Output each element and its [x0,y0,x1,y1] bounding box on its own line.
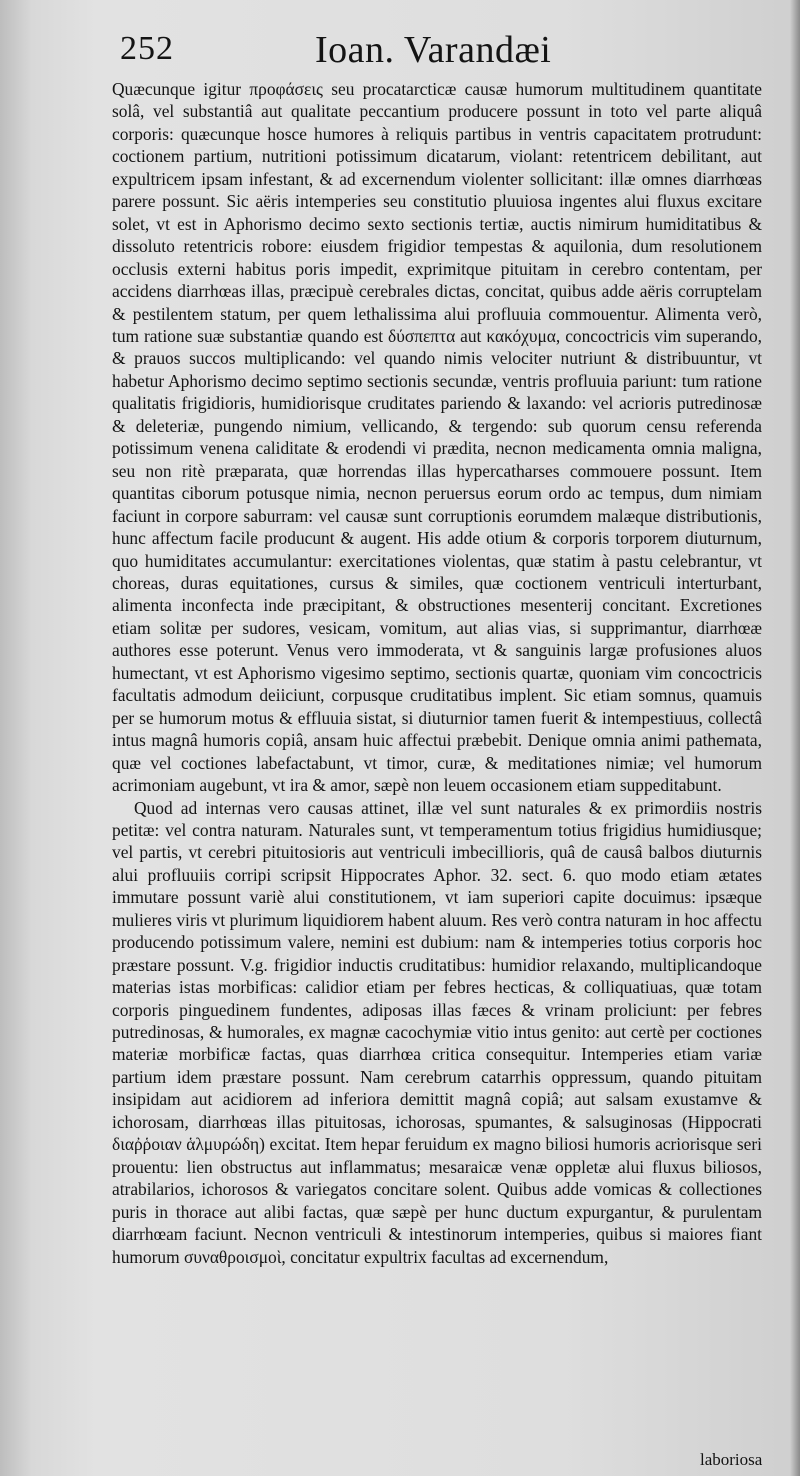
main-text [112,78,762,1268]
page-header [120,28,760,78]
running-head: Ioan. Varandæi [315,29,552,71]
catchword: laboriosa [700,1450,763,1469]
paragraph-1: Quæcunque igitur προφάσεις seu procatarcticæ causæ humorum multitudinem quantitate solâ, vel substantiâ aut qualitate peccantium producere possunt in toto vel parte aliquâ corporis: quæcunque hosce humores à reliquis partibus in ventris capacitatem protrudunt: coctionem partium, nutritioni potissimum dicatarum, violant: retentricem debilitant, aut expultricem ipsam infestant, & ad excernendum violenter sollicitant: illæ omnes diarrhœas parere possunt. Sic aëris intemperies seu constitutio pluuiosa ingentes alui fluxus excitare solet, vt est in Aphorismo decimo sexto sectionis tertiæ, auctis nimirum humiditatibus & dissoluto retentricis robore: eiusdem frigidior tempestas & aquilonia, dum resolutionem occlusis externi habitus poris impedit, exprimitque pituitam in cerebro contentam, per accidens diarrhœas illas, præcipuè cerebrales dictas, concitat, quibus adde aëris corruptelam & pestilentem statum, per quem lethalissima alui profluuia commouentur. Alimenta verò, tum ratione suæ substantiæ quando est δύσπεπτα aut κακόχυμα, concoctricis vim superando, & prauos succos multiplicando: vel quando nimis velociter nutriunt & distribuuntur, vt habetur Aphorismo decimo septimo sectionis secundæ, ventris profluuia pariunt: tum ratione qualitatis frigidioris, humidiorisque cruditates pariendo & laxando: vel acrioris putredinosæ & deleteriæ, pungendo nimium, vellicando, & tergendo: sub quorum censu referenda potissimum venena caliditate & erodendi vi prædita, necnon medicamenta omnia maligna, seu non ritè præparata, quæ horrendas illas hypercatharses commouere possunt. Item quantitas ciborum potusque nimia, necnon peruersus eorum ordo ac tempus, dum nimiam faciunt in corpore saburram: vel causæ sunt corruptionis eorumdem malæque distributionis, hunc affectum facile producunt & augent. His adde otium & corporis torporem diuturnum, quo humiditates accumulantur: exercitationes violentas, quæ statim à pastu celebrantur, vt choreas, duras equitationes, cursus & similes, quæ coctionem ventriculi interturbant, alimenta inconfecta inde præcipitant, & obstructiones mesenterij concitant. Excretiones etiam solitæ per sudores, vesicam, vomitum, aut alias vias, si supprimantur, diarrhœæ authores esse poterunt. Venus vero immoderata, vt & sanguinis largæ profusiones aluos humectant, vt est Aphorismo vigesimo septimo, sectionis quartæ, quoniam vim concoctricis facultatis admodum deiiciunt, corpusque cruditatibus implent. Sic etiam somnus, quamuis per se humorum motus & effluuia sistat, si diuturnior tamen fuerit & intempestiuus, collectâ intus magnâ humoris copiâ, ansam huic affectui præbebit. Denique omnia animi pathemata, quæ vel coctiones labefactabunt, vt timor, curæ, & meditationes nimiæ; vel humorum acrimoniam augebunt, vt ira & amor, sæpè non leuem occasionem etiam suppeditabunt. [112,79,762,796]
page-edge-shadow [790,0,800,1476]
page-number: 252 [120,30,174,67]
paragraph-2: Quod ad internas vero causas attinet, illæ vel sunt naturales & ex primordiis nostris petitæ: vel contra naturam. Naturales sunt, vt temperamentum totius frigidius humidiusque; vel partis, vt cerebri pituitosioris aut ventriculi imbecillioris, quâ de causâ balbos diuturnis alui profluuiis corripi scripsit Hippocrates Aphor. 32. sect. 6. quo modo etiam ætates immutare possunt variè alui constitutionem, vt iam superiori capite docuimus: ipsæque mulieres viris vt plurimum liquidiorem habent aluum. Res verò contra naturam in hoc affectu producendo potissimum valere, nemini est dubium: nam & intemperies totius corporis hoc præstare possunt. V.g. frigidior inductis cruditatibus: humidior relaxando, multiplicandoque materias istas morbificas: calidior etiam per febres hecticas, & colliquatiuas, quæ totam corporis pinguedinem fundentes, adiposas illas fæces & vrinam proliciunt: per febres putredinosas, & humorales, ex magnæ cacochymiæ vitio intus genito: aut certè per coctiones materiæ morbificæ factas, quas diarrhœa critica consequitur. Intemperies etiam variæ partium idem præstare possunt. Nam cerebrum catarrhis oppressum, quando pituitam insipidam aut acidiorem ad inferiora demittit magnâ copiâ; aut salsam exustamve & ichorosam, diarrhœas illas pituitosas, ichorosas, spumantes, & salsuginosas (Hippocrati διαῤῥοιαν ἁλμυρώδη) excitat. Item hepar feruidum ex magno biliosi humoris acriorisque seri prouentu: lien obstructus aut inflammatus; mesaraicæ venæ oppletæ alui fluxus biliosos, atrabilarios, ichorosos & variegatos concitare solent. Quibus adde vomicas & collectiones puris in thorace aut alibi factas, quæ sæpè per hunc ductum expurgantur, & purulentam diarrhœam faciunt. Necnon ventriculi & intestinorum intemperies, quibus si maiores fiant humorum συναθροισμοὶ, concitatur expultrix facultas ad excernendum, [112,797,762,1267]
